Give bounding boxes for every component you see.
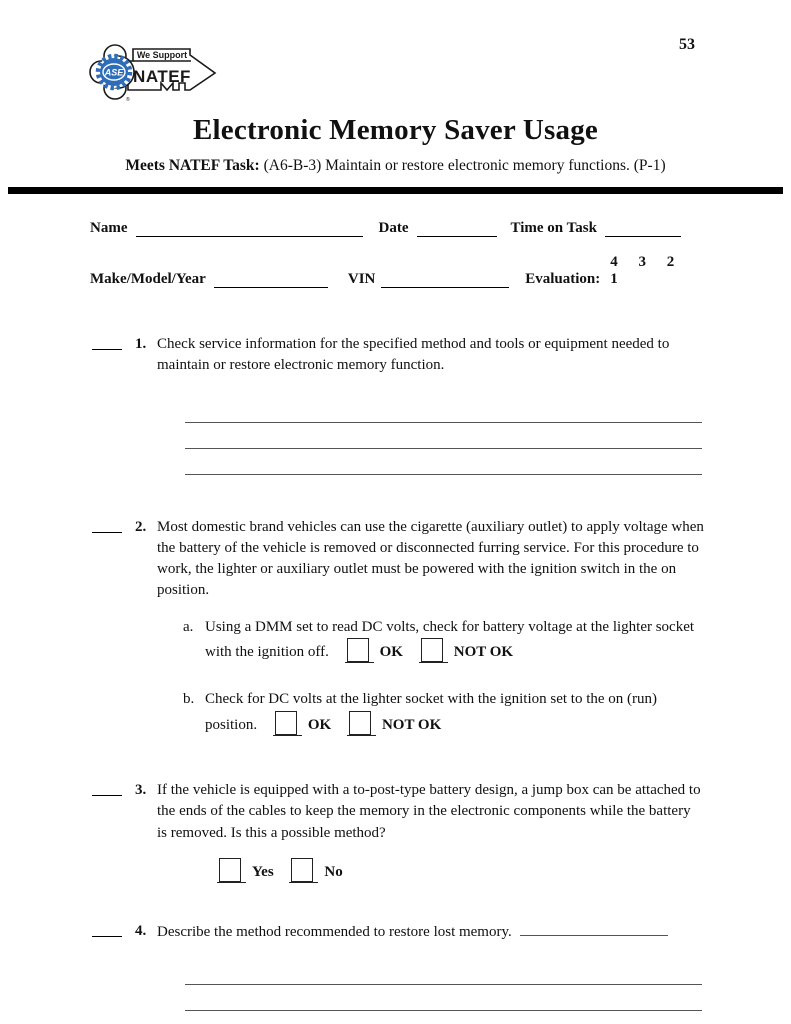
time-on-task-field[interactable] [605,220,681,237]
yes-checkbox-blank [217,858,246,883]
question-2b-text: Check for DC volts at the lighter socket with the ignition set to the on (run) position. [205,691,657,733]
question-1-score-blank[interactable] [92,334,122,350]
question-4 [92,921,701,943]
name-label: Name [90,220,128,236]
answer-line[interactable] [185,985,702,1011]
question-4-inline-blank[interactable] [520,921,668,936]
not-ok-label: NOT OK [381,716,442,733]
ok-label: OK [379,644,403,661]
info-section [90,220,701,288]
questions-section [92,334,704,1011]
question-3-body [157,780,701,883]
question-2b [183,689,705,736]
evaluation-label: Evaluation: [525,271,601,287]
make-model-year-label: Make/Model/Year [90,271,206,287]
question-3-text: If the vehicle is equipped with a to-post-type battery design, a jump box can be attached to the ends of the cables to keep the memory in the electronic components while the battery is removed. Is this a possible method? [157,781,701,841]
question-2a-notok-checkbox-blank [419,638,448,663]
question-1-text: Check service information for the specified method and tools or equipment needed to maintain or restore electronic memory function. [157,336,670,374]
question-2a-body [205,617,705,664]
svg-text:ASE: ASE [104,67,124,78]
vin-field[interactable] [381,271,509,288]
not-ok-checkbox[interactable] [421,638,443,662]
answer-line[interactable] [185,397,702,423]
yes-label: Yes [252,863,274,880]
ok-checkbox[interactable] [275,711,297,735]
name-field[interactable] [136,220,363,237]
time-on-task-label: Time on Task [510,220,597,236]
no-checkbox[interactable] [291,858,313,882]
yes-checkbox[interactable] [219,858,241,882]
date-field[interactable] [417,220,497,237]
page-header [0,0,791,110]
answer-line[interactable] [185,959,702,985]
question-4-number: 4. [135,923,147,940]
question-2b-ok-checkbox-blank [273,711,302,736]
question-1-number: 1. [135,336,147,352]
not-ok-label: NOT OK [453,644,514,661]
question-2 [92,517,704,736]
evaluation-scale[interactable]: 4 3 2 1 [610,254,675,287]
divider-rule [8,187,783,194]
question-3-number: 3. [135,781,147,798]
date-label: Date [378,220,409,236]
question-4-text: Describe the method recommended to restore lost memory. [157,924,512,941]
question-4-body [157,921,701,943]
question-2a-letter: a. [183,618,194,635]
natef-logo [88,42,220,106]
question-2-score-blank[interactable] [92,517,122,533]
answer-line[interactable] [185,423,702,449]
vin-label: VIN [347,271,376,287]
task-label: Meets NATEF Task: [125,157,260,174]
task-text: (A6-B-3) Maintain or restore electronic memory functions. (P-1) [263,157,666,174]
svg-text:NATEF: NATEF [133,67,191,86]
no-checkbox-blank [289,858,318,883]
page-title: Electronic Memory Saver Usage [193,114,598,146]
question-4-answer-lines [185,959,702,1011]
question-2-text: Most domestic brand vehicles can use the cigarette (auxiliary outlet) to apply voltage when the battery of the vehicle is removed or disconnected furring service. For this procedure to work, the lighter or auxiliary outlet must be powered with the ignition switch in the on position. [157,518,704,599]
question-2b-body [205,689,705,736]
not-ok-checkbox[interactable] [349,711,371,735]
make-model-year-field[interactable] [214,271,328,288]
question-3 [92,780,701,883]
ok-label: OK [307,716,332,733]
svg-text:®: ® [126,97,130,103]
question-1 [92,334,701,377]
question-3-yes-no-row [217,858,701,883]
question-2-number: 2. [135,518,147,535]
question-1-answer-lines [185,397,702,475]
question-2b-notok-checkbox-blank [347,711,376,736]
question-3-score-blank[interactable] [92,780,122,796]
question-2-body [157,517,705,736]
no-label: No [324,863,343,880]
svg-text:We Support: We Support [136,50,188,60]
natef-key-logo-graphic [88,42,220,104]
page-number: 53 [679,36,695,53]
question-2b-letter: b. [183,691,195,708]
answer-line[interactable] [185,449,702,475]
question-2a [183,617,705,664]
question-2a-text: Using a DMM set to read DC volts, check for battery voltage at the lighter socket with the ignition off. [205,618,695,661]
question-4-score-blank[interactable] [92,921,122,937]
natef-task-line [0,157,791,175]
question-2a-ok-checkbox-blank [345,638,374,663]
ok-checkbox[interactable] [347,638,369,662]
info-row-1 [90,220,701,237]
info-row-2 [90,254,701,288]
